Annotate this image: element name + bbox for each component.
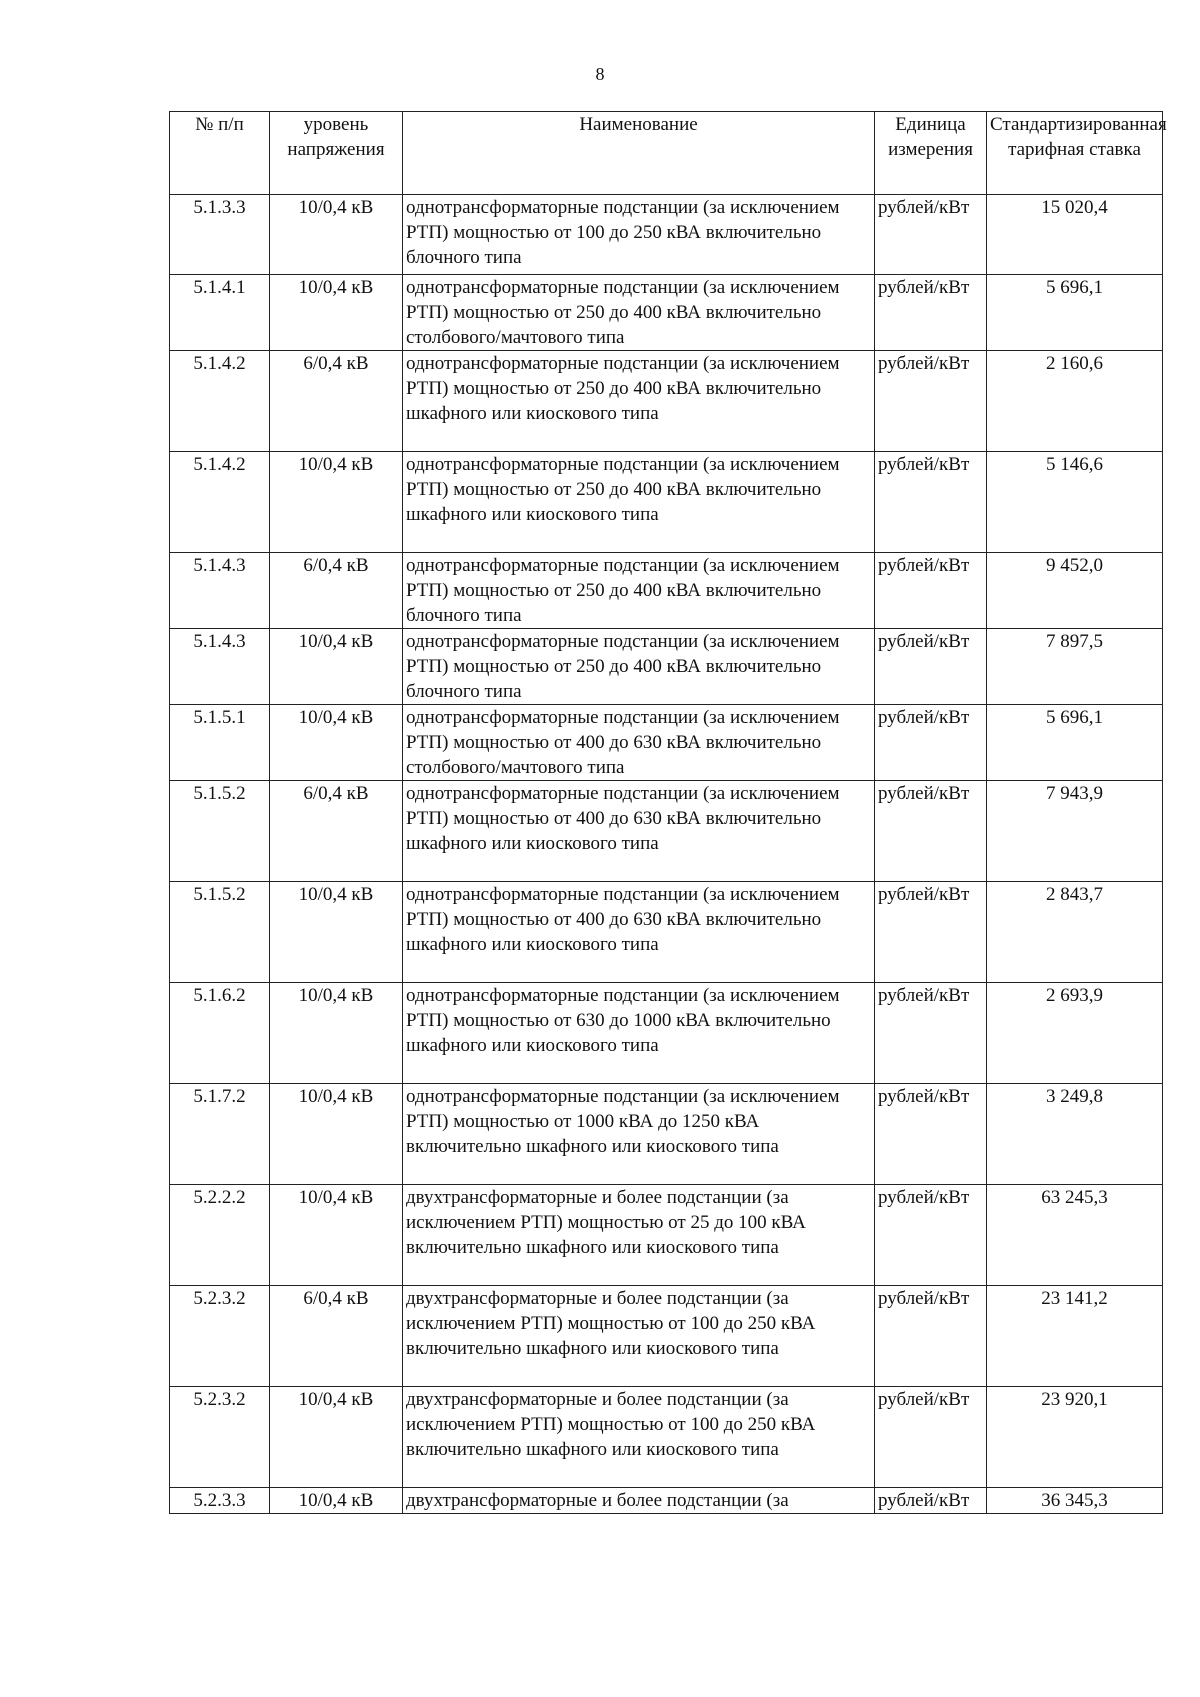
cell-rate: 5 146,6 [987, 452, 1163, 553]
cell-voltage: 10/0,4 кВ [270, 195, 403, 275]
cell-num: 5.1.5.1 [170, 705, 270, 781]
cell-rate: 15 020,4 [987, 195, 1163, 275]
cell-rate: 7 943,9 [987, 781, 1163, 882]
cell-rate: 5 696,1 [987, 705, 1163, 781]
cell-name: однотрансформаторные подстанции (за исключением РТП) мощностью от 250 до 400 кВА включительно блочного типа [403, 553, 875, 629]
cell-unit: рублей/кВт [875, 1084, 987, 1185]
tariff-table [169, 111, 1167, 1514]
header-num: № п/п [170, 112, 270, 195]
cell-voltage: 10/0,4 кВ [270, 882, 403, 983]
cell-name: двухтрансформаторные и более подстанции (за исключением РТП) мощностью от 100 до 250 кВА включительно шкафного или киоскового типа [403, 1387, 875, 1488]
header-voltage: уровень напряжения [270, 112, 403, 195]
cell-num: 5.1.5.2 [170, 781, 270, 882]
header-name: Наименование [403, 112, 875, 195]
table-row [170, 553, 1163, 629]
cell-rate: 5 696,1 [987, 275, 1163, 351]
cell-voltage: 10/0,4 кВ [270, 705, 403, 781]
table-header [170, 112, 1167, 195]
table-row [170, 195, 1163, 275]
header-rate: Стандартизированная тарифная ставка [987, 112, 1163, 195]
cell-unit: рублей/кВт [875, 983, 987, 1084]
cell-voltage: 10/0,4 кВ [270, 629, 403, 705]
cell-name: однотрансформаторные подстанции (за исключением РТП) мощностью от 400 до 630 кВА включительно шкафного или киоскового типа [403, 781, 875, 882]
cell-voltage: 6/0,4 кВ [270, 1286, 403, 1387]
cell-voltage: 6/0,4 кВ [270, 781, 403, 882]
cell-num: 5.1.3.3 [170, 195, 270, 275]
cell-rate: 2 160,6 [987, 351, 1163, 452]
table-row [170, 275, 1163, 351]
cell-num: 5.2.3.2 [170, 1387, 270, 1488]
cell-rate: 23 141,2 [987, 1286, 1163, 1387]
cell-voltage: 10/0,4 кВ [270, 983, 403, 1084]
cell-num: 5.1.7.2 [170, 1084, 270, 1185]
cell-unit: рублей/кВт [875, 1185, 987, 1286]
cell-unit: рублей/кВт [875, 452, 987, 553]
cell-num: 5.1.5.2 [170, 882, 270, 983]
cell-name: однотрансформаторные подстанции (за исключением РТП) мощностью от 1000 кВА до 1250 кВА включительно шкафного или киоскового типа [403, 1084, 875, 1185]
cell-name: однотрансформаторные подстанции (за исключением РТП) мощностью от 250 до 400 кВА включительно столбового/мачтового типа [403, 275, 875, 351]
cell-voltage: 10/0,4 кВ [270, 1084, 403, 1185]
table-body [170, 195, 1163, 1514]
cell-name: однотрансформаторные подстанции (за исключением РТП) мощностью от 250 до 400 кВА включительно блочного типа [403, 629, 875, 705]
cell-unit: рублей/кВт [875, 553, 987, 629]
cell-unit: рублей/кВт [875, 351, 987, 452]
cell-rate: 9 452,0 [987, 553, 1163, 629]
cell-num: 5.1.4.2 [170, 351, 270, 452]
table-row [170, 1084, 1163, 1185]
cell-num: 5.1.4.3 [170, 553, 270, 629]
cell-name: однотрансформаторные подстанции (за исключением РТП) мощностью от 400 до 630 кВА включительно столбового/мачтового типа [403, 705, 875, 781]
cell-rate: 36 345,3 [987, 1488, 1163, 1514]
cell-num: 5.1.4.1 [170, 275, 270, 351]
cell-voltage: 10/0,4 кВ [270, 1387, 403, 1488]
table-row [170, 1387, 1163, 1488]
table-row [170, 351, 1163, 452]
header-unit: Единица измерения [875, 112, 987, 195]
cell-num: 5.2.3.3 [170, 1488, 270, 1514]
cell-rate: 2 693,9 [987, 983, 1163, 1084]
cell-name: однотрансформаторные подстанции (за исключением РТП) мощностью от 250 до 400 кВА включительно шкафного или киоскового типа [403, 351, 875, 452]
table-row [170, 1286, 1163, 1387]
cell-name: двухтрансформаторные и более подстанции (за исключением РТП) мощностью от 100 до 250 кВА включительно шкафного или киоскового типа [403, 1286, 875, 1387]
cell-unit: рублей/кВт [875, 195, 987, 275]
cell-num: 5.2.3.2 [170, 1286, 270, 1387]
cell-voltage: 6/0,4 кВ [270, 553, 403, 629]
table-row [170, 705, 1163, 781]
cell-rate: 2 843,7 [987, 882, 1163, 983]
cell-unit: рублей/кВт [875, 629, 987, 705]
table-row [170, 983, 1163, 1084]
cell-unit: рублей/кВт [875, 275, 987, 351]
cell-rate: 7 897,5 [987, 629, 1163, 705]
cell-voltage: 10/0,4 кВ [270, 452, 403, 553]
cell-num: 5.2.2.2 [170, 1185, 270, 1286]
cell-num: 5.1.4.3 [170, 629, 270, 705]
cell-unit: рублей/кВт [875, 1488, 987, 1514]
table-row [170, 781, 1163, 882]
table-row [170, 629, 1163, 705]
cell-unit: рублей/кВт [875, 1286, 987, 1387]
table-row [170, 1185, 1163, 1286]
cell-name: двухтрансформаторные и более подстанции (за исключением РТП) мощностью от 25 до 100 кВА включительно шкафного или киоскового типа [403, 1185, 875, 1286]
cell-name: однотрансформаторные подстанции (за исключением РТП) мощностью от 100 до 250 кВА включительно блочного типа [403, 195, 875, 275]
cell-rate: 23 920,1 [987, 1387, 1163, 1488]
cell-voltage: 10/0,4 кВ [270, 1185, 403, 1286]
cell-unit: рублей/кВт [875, 705, 987, 781]
cell-unit: рублей/кВт [875, 781, 987, 882]
cell-rate: 3 249,8 [987, 1084, 1163, 1185]
table-row [170, 882, 1163, 983]
cell-name: однотрансформаторные подстанции (за исключением РТП) мощностью от 250 до 400 кВА включительно шкафного или киоскового типа [403, 452, 875, 553]
cell-voltage: 10/0,4 кВ [270, 1488, 403, 1514]
table-row [170, 452, 1163, 553]
page-number: 8 [595, 64, 605, 84]
cell-num: 5.1.6.2 [170, 983, 270, 1084]
cell-voltage: 6/0,4 кВ [270, 351, 403, 452]
cell-voltage: 10/0,4 кВ [270, 275, 403, 351]
cell-unit: рублей/кВт [875, 882, 987, 983]
cell-unit: рублей/кВт [875, 1387, 987, 1488]
cell-name: двухтрансформаторные и более подстанции (за [403, 1488, 875, 1514]
cell-name: однотрансформаторные подстанции (за исключением РТП) мощностью от 630 до 1000 кВА включительно шкафного или киоскового типа [403, 983, 875, 1084]
table-row [170, 1488, 1163, 1514]
cell-name: однотрансформаторные подстанции (за исключением РТП) мощностью от 400 до 630 кВА включительно шкафного или киоскового типа [403, 882, 875, 983]
cell-num: 5.1.4.2 [170, 452, 270, 553]
cell-rate: 63 245,3 [987, 1185, 1163, 1286]
